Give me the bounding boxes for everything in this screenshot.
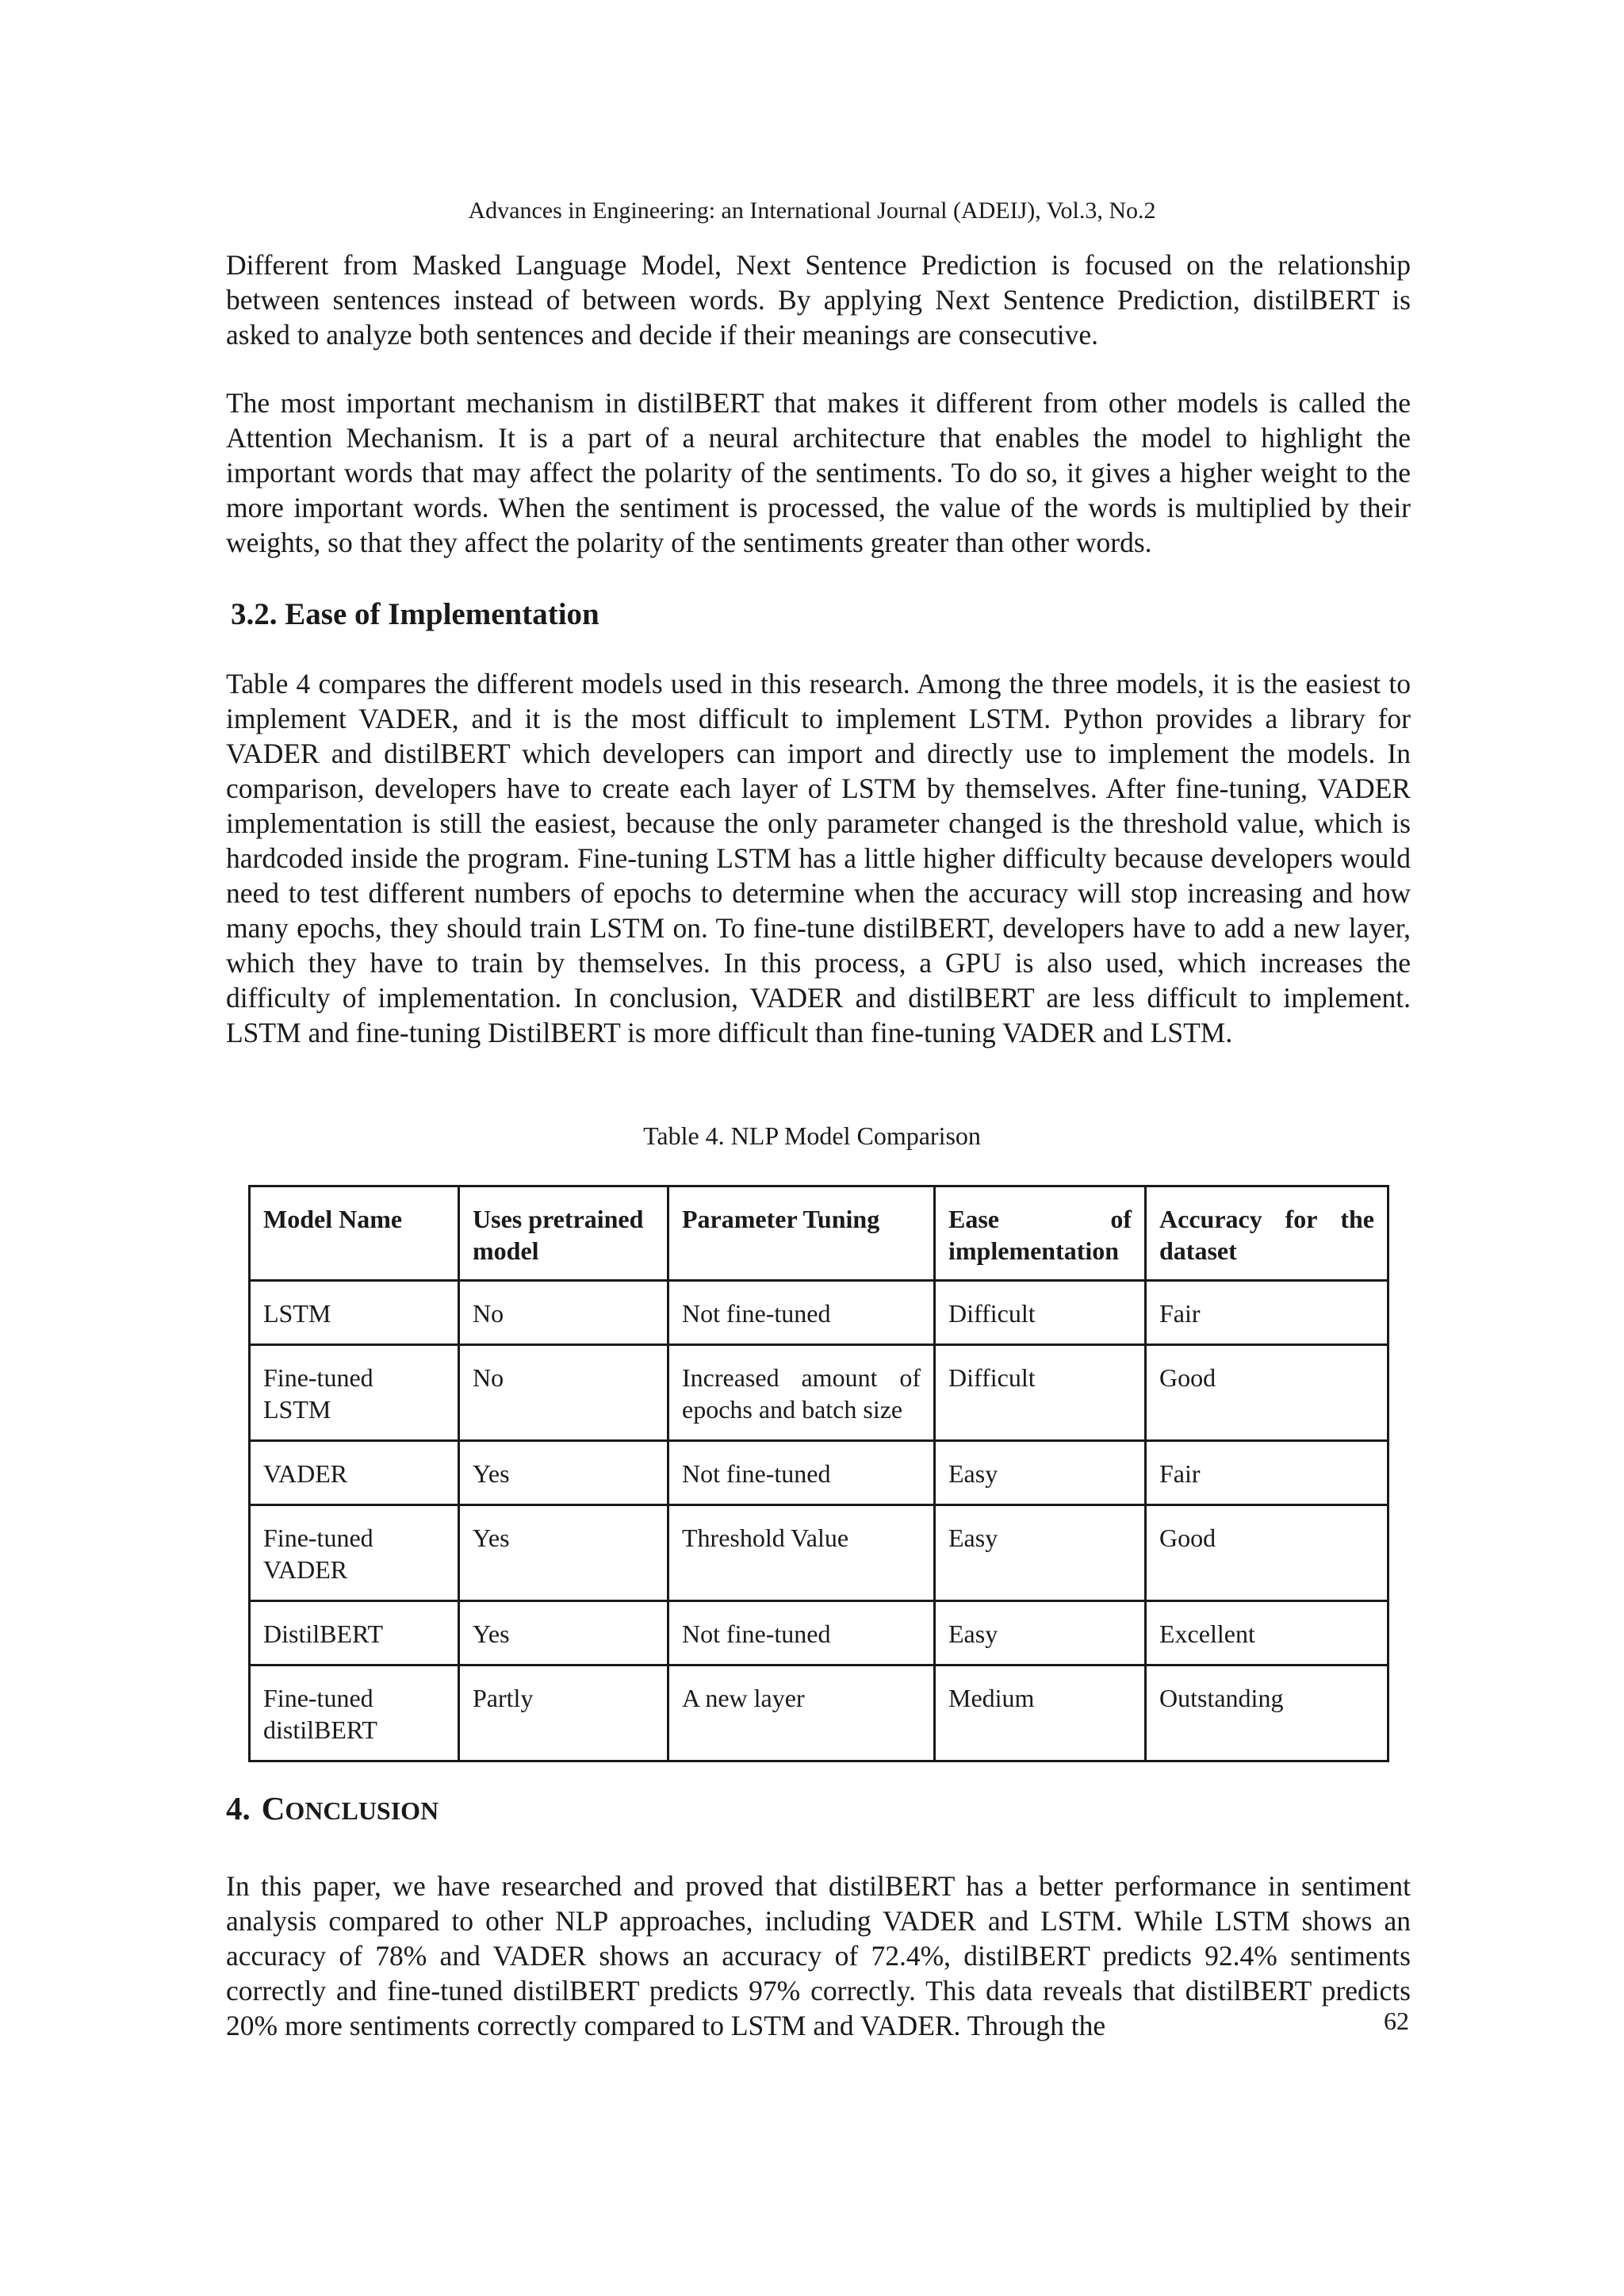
- cell-accuracy: Good: [1146, 1505, 1388, 1601]
- header-model-name: Model Name: [250, 1186, 459, 1281]
- header-accuracy: [1146, 1186, 1388, 1281]
- section-number: 4.: [226, 1790, 251, 1826]
- header-uses-pretrained: Uses pretrained model: [459, 1186, 668, 1281]
- header-accuracy-line1: [1159, 1203, 1374, 1235]
- table-row: [250, 1345, 1388, 1441]
- cell-ease: Medium: [935, 1665, 1146, 1761]
- cell-model: Fine-tuned VADER: [250, 1505, 459, 1601]
- cell-model: Fine-tuned distilBERT: [250, 1665, 459, 1761]
- header-ease-word: Ease: [948, 1205, 999, 1233]
- cell-accuracy: Excellent: [1146, 1601, 1388, 1665]
- section-heading-conclusion: [226, 1788, 439, 1831]
- cell-tuning: A new layer: [668, 1665, 935, 1761]
- cell-pretrained: No: [459, 1281, 668, 1345]
- table-row: [250, 1505, 1388, 1601]
- table-row: [250, 1281, 1388, 1345]
- header-dataset-word: dataset: [1159, 1236, 1237, 1265]
- table-caption: Table 4. NLP Model Comparison: [643, 1121, 981, 1150]
- paragraph-ease-of-implementation: Table 4 compares the different models used in this research. Among the three models, it is the easiest to implement VADER, and it is the most difficult to implement LSTM. Python provides a library for VADER and distilBERT which developers can import and directly use to implement the models. In comparison, developers have to create each layer of LSTM by themselves. After fine-tuning, VADER implementation is still the easiest, because the only parameter changed is the threshold value, which is hardcoded inside the program. Fine-tuning LSTM has a little higher difficulty because developers would need to test different numbers of epochs to determine when the accuracy will stop increasing and how many epochs, they should train LSTM on. To fine-tune distilBERT, developers have to add a new layer, which they have to train by themselves. In this process, a GPU is also used, which increases the difficulty of implementation. In conclusion, VADER and distilBERT are less difficult to implement. LSTM and fine-tuning DistilBERT is more difficult than fine-tuning VADER and LSTM.: [226, 668, 1411, 1048]
- cell-ease: Easy: [935, 1441, 1146, 1505]
- cell-tuning: Not fine-tuned: [668, 1601, 935, 1665]
- section-title-initial: C: [261, 1790, 285, 1826]
- cell-tuning: Not fine-tuned: [668, 1441, 935, 1505]
- cell-ease: Difficult: [935, 1345, 1146, 1441]
- header-parameter-tuning: Parameter Tuning: [668, 1186, 935, 1281]
- header-implementation-word: implementation: [948, 1236, 1120, 1265]
- table-row: [250, 1441, 1388, 1505]
- cell-ease: Easy: [935, 1505, 1146, 1601]
- cell-tuning: Increased amount of epochs and batch size: [668, 1345, 935, 1441]
- cell-model: DistilBERT: [250, 1601, 459, 1665]
- cell-accuracy: Fair: [1146, 1441, 1388, 1505]
- cell-pretrained: Yes: [459, 1505, 668, 1601]
- cell-accuracy: Good: [1146, 1345, 1388, 1441]
- cell-pretrained: Yes: [459, 1441, 668, 1505]
- cell-accuracy: Fair: [1146, 1281, 1388, 1345]
- cell-tuning: Threshold Value: [668, 1505, 935, 1601]
- header-of-word: of: [1110, 1205, 1132, 1233]
- cell-pretrained: Yes: [459, 1601, 668, 1665]
- paragraph-attention-mechanism: The most important mechanism in distilBERT that makes it different from other models is called the Attention Mechanism. It is a part of a neural architecture that enables the model to highlight the important words that may affect the polarity of the sentiments. To do so, it gives a higher weight to the more important words. When the sentiment is processed, the value of the words is multiplied by their weights, so that they affect the polarity of the sentiments greater than other words.: [226, 387, 1411, 558]
- section-heading-ease-of-implementation: 3.2. Ease of Implementation: [231, 597, 599, 631]
- running-header: Advances in Engineering: an International Journal (ADEIJ), Vol.3, No.2: [468, 197, 1156, 224]
- table-row: [250, 1665, 1388, 1761]
- cell-model: LSTM: [250, 1281, 459, 1345]
- table-row: [250, 1601, 1388, 1665]
- header-for-word: for: [1285, 1205, 1318, 1233]
- cell-accuracy: Outstanding: [1146, 1665, 1388, 1761]
- cell-pretrained: No: [459, 1345, 668, 1441]
- cell-ease: Difficult: [935, 1281, 1146, 1345]
- cell-ease: Easy: [935, 1601, 1146, 1665]
- section-title-rest: ONCLUSION: [285, 1796, 439, 1825]
- cell-model: Fine-tuned LSTM: [250, 1345, 459, 1441]
- table-header-row: [250, 1186, 1388, 1281]
- page-number: 62: [1384, 2007, 1409, 2035]
- cell-pretrained: Partly: [459, 1665, 668, 1761]
- cell-tuning: Not fine-tuned: [668, 1281, 935, 1345]
- header-the-word: the: [1340, 1205, 1374, 1233]
- header-ease-of-implementation: [935, 1186, 1146, 1281]
- nlp-model-comparison-table: [248, 1185, 1389, 1762]
- paragraph-conclusion: In this paper, we have researched and proved that distilBERT has a better performance in sentiment analysis compared to other NLP approaches, including VADER and LSTM. While LSTM shows an accuracy of 78% and VADER shows an accuracy of 72.4%, distilBERT predicts 92.4% sentiments correctly and fine-tuned distilBERT predicts 97% correctly. This data reveals that distilBERT predicts 20% more sentiments correctly compared to LSTM and VADER. Through the: [226, 1870, 1411, 2041]
- header-ease-line1: [948, 1203, 1132, 1235]
- cell-model: VADER: [250, 1441, 459, 1505]
- paragraph-next-sentence-prediction: Different from Masked Language Model, Next Sentence Prediction is focused on the relationship between sentences instead of between words. By applying Next Sentence Prediction, distilBERT is asked to analyze both sentences and decide if their meanings are consecutive.: [226, 249, 1411, 351]
- header-accuracy-word: Accuracy: [1159, 1205, 1262, 1233]
